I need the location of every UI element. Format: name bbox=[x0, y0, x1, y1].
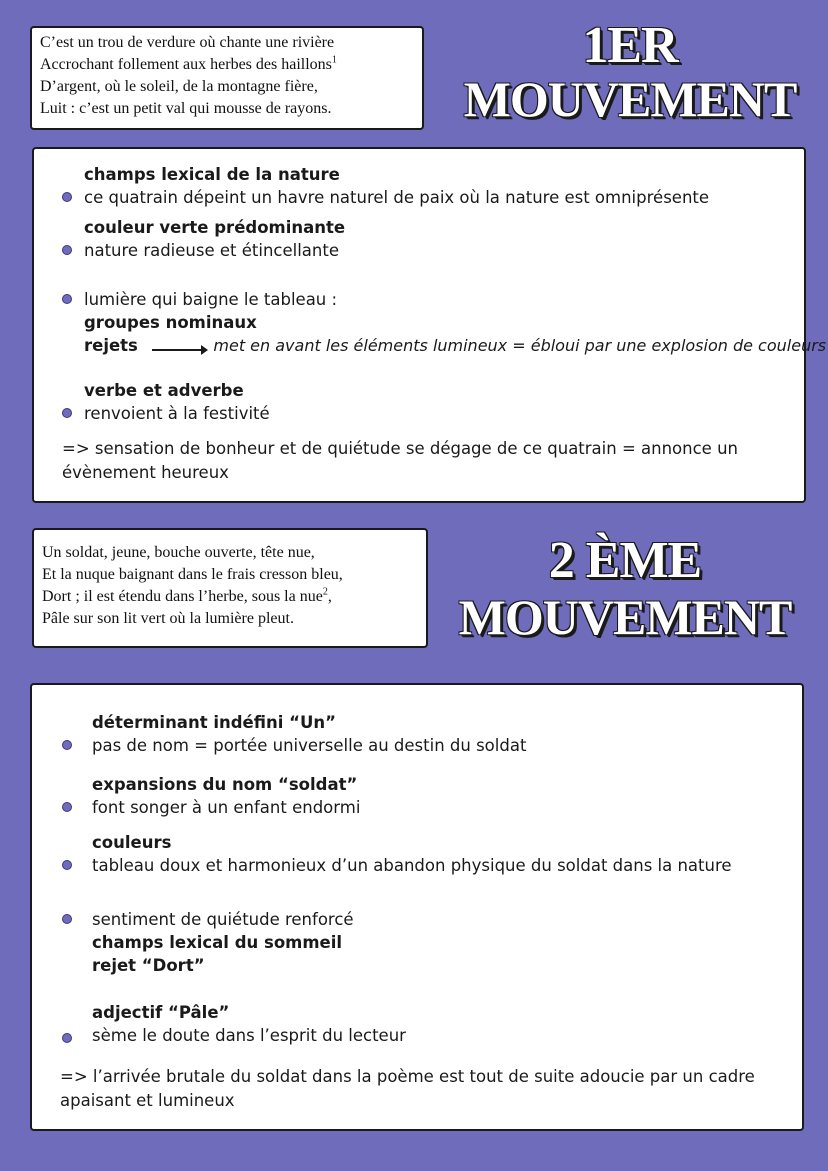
item-text: renvoient à la festivité bbox=[84, 404, 270, 423]
title-line: MOUVEMENT bbox=[458, 589, 792, 645]
conclusion-text: => l’arrivée brutale du soldat dans la poème est tout de suite adoucie par un cadre apaisant et lumineux bbox=[60, 1067, 755, 1110]
footnote-marker: 1 bbox=[331, 54, 337, 66]
item-text: nature radieuse et étincellante bbox=[84, 241, 339, 260]
verse-line: Accrochant follement aux herbes des haillons$^1$ bbox=[40, 54, 337, 73]
conclusion-text: => sensation de bonheur et de quiétude se dégage de ce quatrain = annonce un évènement heureux bbox=[62, 439, 738, 482]
verse-line: Un soldat, jeune, bouche ouverte, tête nue, bbox=[42, 544, 315, 561]
analysis-card-2 bbox=[30, 683, 804, 1131]
bullet-icon bbox=[62, 294, 72, 304]
list-item bbox=[84, 379, 270, 425]
item-text: pas de nom = portée universelle au destin du soldat bbox=[92, 736, 527, 755]
bullet-icon bbox=[62, 740, 72, 750]
item-heading: couleur verte prédominante bbox=[84, 218, 346, 237]
title-line: 1ER bbox=[582, 17, 678, 74]
list-item bbox=[84, 288, 826, 357]
bullet-icon bbox=[62, 914, 72, 924]
rejets-row bbox=[84, 334, 826, 357]
section-title-2 bbox=[430, 533, 820, 645]
item-text: ce quatrain dépeint un havre naturel de paix où la nature est omniprésente bbox=[84, 188, 710, 207]
list-item bbox=[92, 711, 526, 757]
item-text: tableau doux et harmonieux d’un abandon physique du soldat dans la nature bbox=[92, 856, 732, 875]
bullet-icon bbox=[62, 802, 72, 812]
list-item bbox=[92, 908, 354, 977]
list-item bbox=[84, 163, 709, 209]
item-heading: champs lexical du sommeil bbox=[92, 933, 343, 952]
item-text: lumière qui baigne le tableau : bbox=[84, 290, 338, 309]
verse-line: Et la nuque baignant dans le frais cresson bleu, bbox=[42, 566, 343, 583]
list-item bbox=[92, 831, 732, 877]
item-heading: déterminant indéfini “Un” bbox=[92, 713, 336, 732]
item-heading: rejets bbox=[84, 336, 138, 355]
item-heading: expansions du nom “soldat” bbox=[92, 775, 358, 794]
item-text: sentiment de quiétude renforcé bbox=[92, 910, 354, 929]
item-heading: verbe et adverbe bbox=[84, 381, 244, 400]
verse-line: D’argent, où le soleil, de la montagne fière, bbox=[40, 78, 318, 95]
list-item bbox=[92, 1001, 406, 1047]
item-heading: groupes nominaux bbox=[84, 313, 257, 332]
bullet-icon bbox=[62, 1033, 72, 1043]
footnote-marker: 2 bbox=[322, 586, 328, 598]
bullet-icon bbox=[62, 192, 72, 202]
item-heading: champs lexical de la nature bbox=[84, 165, 340, 184]
section-title-1 bbox=[436, 17, 824, 127]
verse-line: C’est un trou de verdure où chante une rivière bbox=[40, 34, 335, 51]
item-heading: couleurs bbox=[92, 833, 172, 852]
verse-box-2 bbox=[32, 528, 428, 648]
bullet-icon bbox=[62, 245, 72, 255]
verse-line: Pâle sur son lit vert où la lumière pleut. bbox=[42, 610, 294, 627]
item-text: font songer à un enfant endormi bbox=[92, 798, 361, 817]
item-heading: adjectif “Pâle” bbox=[92, 1003, 230, 1022]
title-line: MOUVEMENT bbox=[463, 71, 797, 127]
bullet-icon bbox=[62, 860, 72, 870]
item-italic-text: met en avant les éléments lumineux = ébloui par une explosion de couleurs bbox=[213, 336, 827, 355]
analysis-card-1 bbox=[32, 147, 827, 503]
arrow-right-icon bbox=[152, 349, 206, 351]
list-item bbox=[84, 216, 345, 262]
item-text: sème le doute dans l’esprit du lecteur bbox=[92, 1026, 406, 1045]
list-item bbox=[92, 773, 360, 819]
verse-box-1 bbox=[30, 26, 424, 130]
verse-line: Luit : c’est un petit val qui mousse de rayons. bbox=[40, 100, 332, 117]
bullet-icon bbox=[62, 408, 72, 418]
title-line: 2 ÈME bbox=[548, 532, 702, 589]
verse-line: Dort ; il est étendu dans l’herbe, sous la nue$^2$, bbox=[42, 586, 332, 605]
item-heading: rejet “Dort” bbox=[92, 956, 205, 975]
